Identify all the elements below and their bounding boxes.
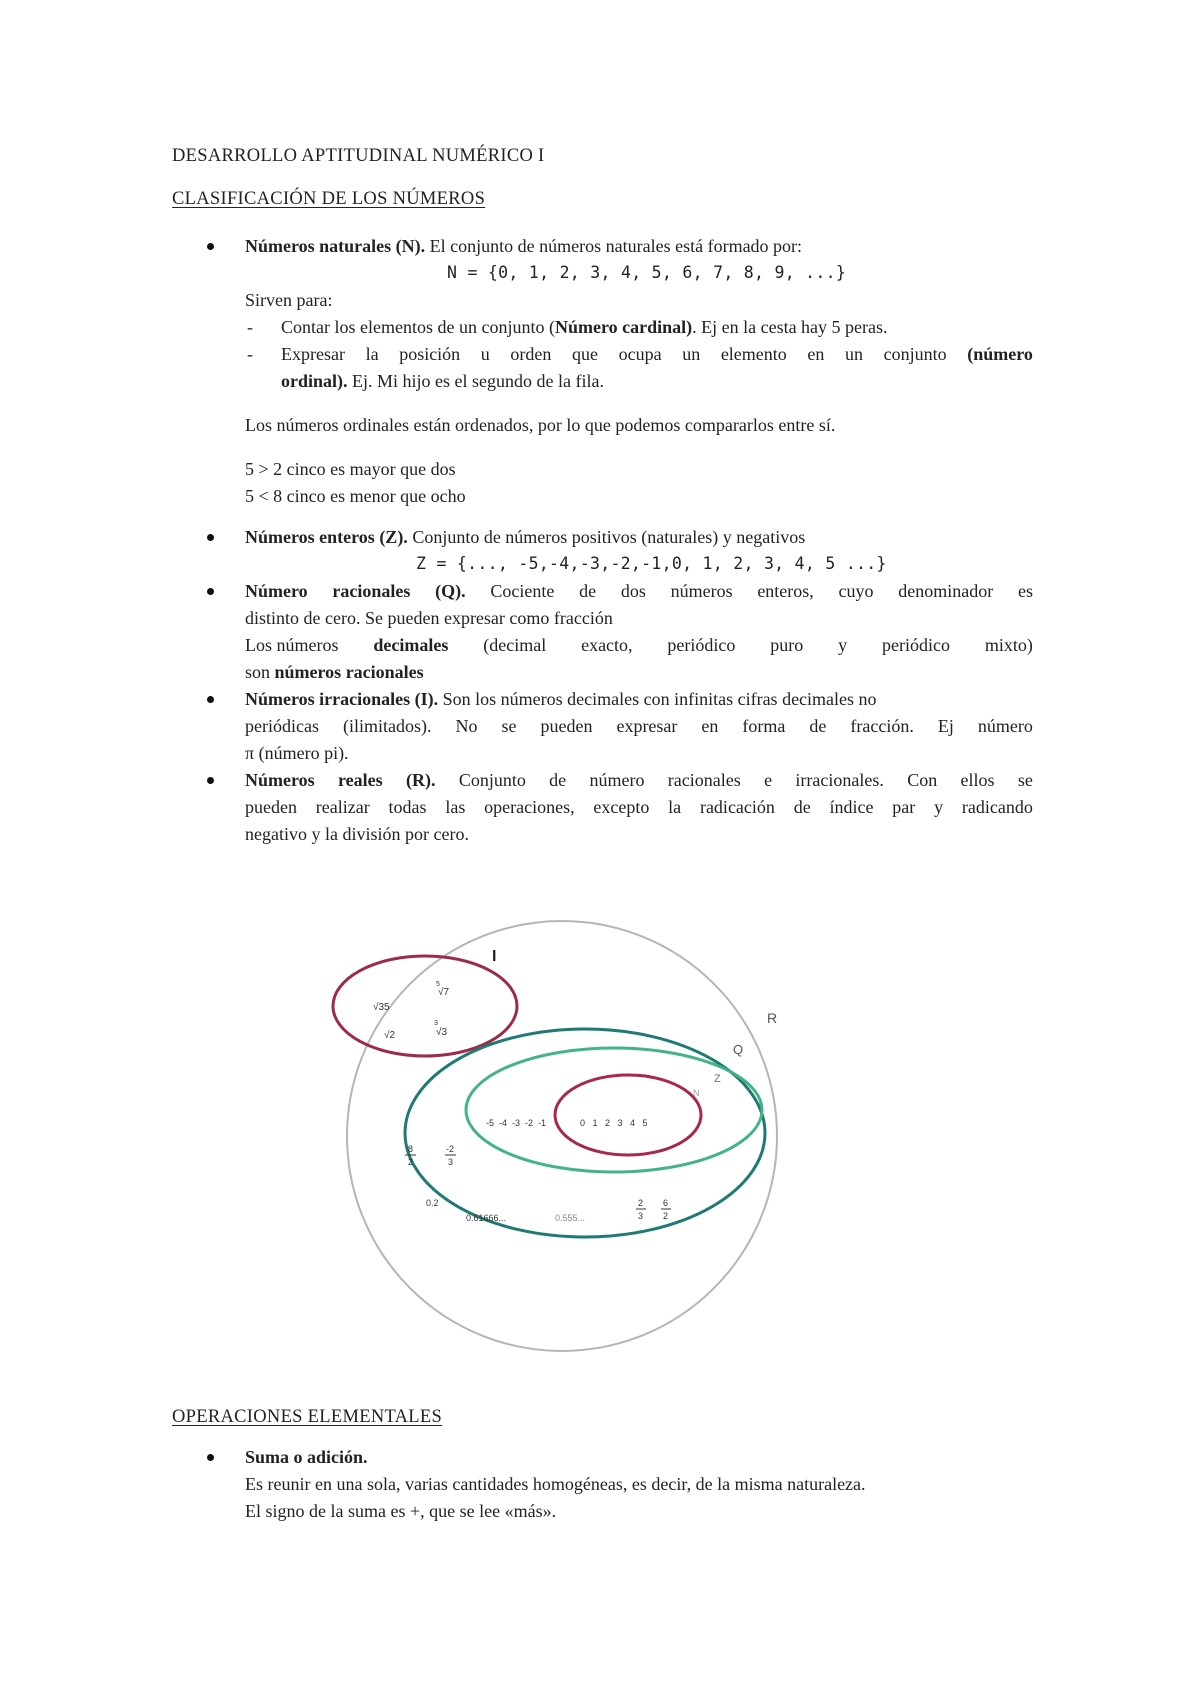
word: de <box>793 797 811 817</box>
word: puro <box>770 635 804 655</box>
word: e <box>764 770 773 790</box>
word: denominador <box>898 581 994 601</box>
word: Expresar <box>281 344 345 364</box>
irrational-root-7-index: 5 <box>436 981 440 988</box>
word: la <box>668 797 682 817</box>
enteros-text: Conjunto de números positivos (naturales) y negativos <box>407 527 806 547</box>
dash2-text: Ej. Mi hijo es el segundo de la fila. <box>347 371 604 391</box>
word: ellos <box>960 770 995 790</box>
word: número <box>589 770 645 790</box>
word: forma <box>742 716 786 736</box>
word: y <box>838 635 848 655</box>
word: periódicas <box>245 716 319 736</box>
word: índice <box>829 797 874 817</box>
word-bold: decimales <box>373 635 449 655</box>
naturales-term: Números naturales (N). <box>245 236 426 256</box>
word: irracionales. <box>795 770 884 790</box>
irracionales-text: Son los números decimales con infinitas cifras decimales no <box>438 689 877 709</box>
integer-negatives: -5 -4 -3 -2 -1 <box>486 1118 547 1128</box>
word-bold: (número <box>967 344 1033 364</box>
fraction-3-numerator: 2 <box>638 1198 644 1208</box>
word: posición <box>399 344 461 364</box>
word: u <box>480 344 490 364</box>
word: de <box>549 770 567 790</box>
fraction-2-numerator: -2 <box>446 1144 455 1154</box>
naturales-formula: N = {0, 1, 2, 3, 4, 5, 6, 7, 8, 9, ...} <box>447 263 847 282</box>
word: fracción. <box>850 716 914 736</box>
section-heading-clasificacion: CLASIFICACIÓN DE LOS NÚMEROS <box>172 189 486 209</box>
bullet-icon <box>207 1454 214 1461</box>
word: número <box>977 716 1033 736</box>
irracionales-line3: π (número pi). <box>245 743 349 763</box>
enteros-term: Números enteros (Z). <box>245 527 408 547</box>
word-bold: Números <box>245 770 315 790</box>
irracionales-term: Números irracionales (I). <box>245 689 439 709</box>
word: periódico <box>882 635 951 655</box>
word: que <box>572 344 598 364</box>
label-R: R <box>767 1010 778 1026</box>
word-bold: reales <box>338 770 383 790</box>
fraction-4-numerator: 6 <box>663 1198 669 1208</box>
word: Cociente <box>490 581 555 601</box>
racionales-line4-bold: números racionales <box>274 662 424 682</box>
word: Ej <box>937 716 954 736</box>
word: Con <box>907 770 938 790</box>
racionales-line4-text: son <box>245 662 275 682</box>
label-Q: Q <box>733 1042 744 1057</box>
word: pueden <box>245 797 297 817</box>
word: se <box>1017 770 1033 790</box>
dash1-text-bold: Número cardinal) <box>554 317 693 337</box>
irrational-root-2: √2 <box>384 1030 396 1041</box>
dash2-bold: ordinal). <box>281 371 348 391</box>
suma-term <box>245 1445 368 1469</box>
natural-numbers: 0 1 2 3 4 5 <box>580 1118 648 1128</box>
word-bold: (R). <box>405 770 436 790</box>
word: un <box>682 344 701 364</box>
decimal-3: 0.555... <box>555 1213 586 1223</box>
word: en <box>807 344 825 364</box>
suma-line1: Es reunir en una sola, varias cantidades homogéneas, es decir, de la misma naturaleza. <box>245 1474 866 1494</box>
word: números <box>670 581 733 601</box>
suma-term-text: Suma o adición. <box>245 1447 368 1467</box>
word: la <box>365 344 379 364</box>
word: pueden <box>540 716 593 736</box>
word: realizar <box>315 797 370 817</box>
word: (decimal <box>483 635 547 655</box>
word: las <box>445 797 466 817</box>
irrational-root-3-index: 3 <box>434 1020 438 1027</box>
naturales-text: El conjunto de números naturales está formado por: <box>425 236 803 256</box>
word-bold: (Q). <box>435 581 466 601</box>
word: racionales <box>667 770 741 790</box>
word: se <box>501 716 517 736</box>
section-heading-operaciones: OPERACIONES ELEMENTALES <box>172 1407 443 1427</box>
word: cuyo <box>838 581 874 601</box>
word: ocupa <box>618 344 662 364</box>
word: operaciones, <box>484 797 575 817</box>
word: Conjunto <box>458 770 526 790</box>
word: y <box>934 797 944 817</box>
word: enteros, <box>757 581 814 601</box>
word: de <box>579 581 597 601</box>
word: radicando <box>961 797 1033 817</box>
label-Z: Z <box>714 1073 721 1085</box>
word: de <box>809 716 827 736</box>
ordinales-paragraph: Los números ordinales están ordenados, por lo que podemos compararlos entre sí. <box>245 415 836 435</box>
racionales-line2: distinto de cero. Se pueden expresar como fracción <box>245 608 613 628</box>
word: dos <box>620 581 646 601</box>
dash-marker: - <box>247 344 253 364</box>
word: es <box>1017 581 1033 601</box>
decimal-2: 0.61666... <box>466 1213 507 1223</box>
word: par <box>892 797 916 817</box>
word: conjunto <box>883 344 947 364</box>
word: expresar <box>616 716 678 736</box>
word: periódico <box>667 635 736 655</box>
word: un <box>845 344 864 364</box>
reales-line3: negativo y la división por cero. <box>245 824 469 844</box>
dash1-text-c: . Ej en la cesta hay 5 peras. <box>692 317 888 337</box>
word: todas <box>388 797 427 817</box>
word: (ilimitados). <box>342 716 432 736</box>
word: mixto) <box>984 635 1033 655</box>
enteros-formula: Z = {..., -5,-4,-3,-2,-1,0, 1, 2, 3, 4, 5 ...} <box>416 554 887 573</box>
fraction-3-denominator: 3 <box>638 1211 644 1221</box>
comparison-2: 5 < 8 cinco es menor que ocho <box>245 486 466 506</box>
irrational-root-3: √3 <box>436 1027 448 1038</box>
dash-marker: - <box>247 317 253 337</box>
document-title: DESARROLLO APTITUDINAL NUMÉRICO I <box>172 146 545 166</box>
reales-circle <box>347 921 777 1351</box>
label-N: N <box>693 1088 700 1098</box>
fraction-2-denominator: 3 <box>448 1157 454 1167</box>
comparison-1: 5 > 2 cinco es mayor que dos <box>245 459 456 479</box>
label-I: I <box>492 948 497 965</box>
word: No <box>455 716 478 736</box>
word: radicación <box>699 797 775 817</box>
fraction-1-denominator: 2 <box>408 1157 414 1167</box>
word: elemento <box>720 344 787 364</box>
naturales-ellipse <box>555 1075 701 1155</box>
sirven-para: Sirven para: <box>245 290 333 310</box>
irrational-root-35: √35 <box>373 1002 390 1013</box>
fraction-1-numerator: 8 <box>408 1144 414 1154</box>
word: excepto <box>593 797 650 817</box>
fraction-4-denominator: 2 <box>663 1211 669 1221</box>
word-bold: racionales <box>332 581 411 601</box>
word-bold: Número <box>245 581 308 601</box>
word: exacto, <box>581 635 633 655</box>
irrational-root-7: √7 <box>438 987 450 998</box>
word: orden <box>510 344 552 364</box>
decimal-1: 0.2 <box>426 1198 439 1208</box>
racionales-ellipse <box>405 1029 765 1237</box>
suma-line2: El signo de la suma es +, que se lee «más». <box>245 1501 557 1521</box>
word: Los números <box>245 635 339 655</box>
word: en <box>701 716 719 736</box>
dash1-text-a: Contar los elementos de un conjunto ( <box>281 317 555 337</box>
